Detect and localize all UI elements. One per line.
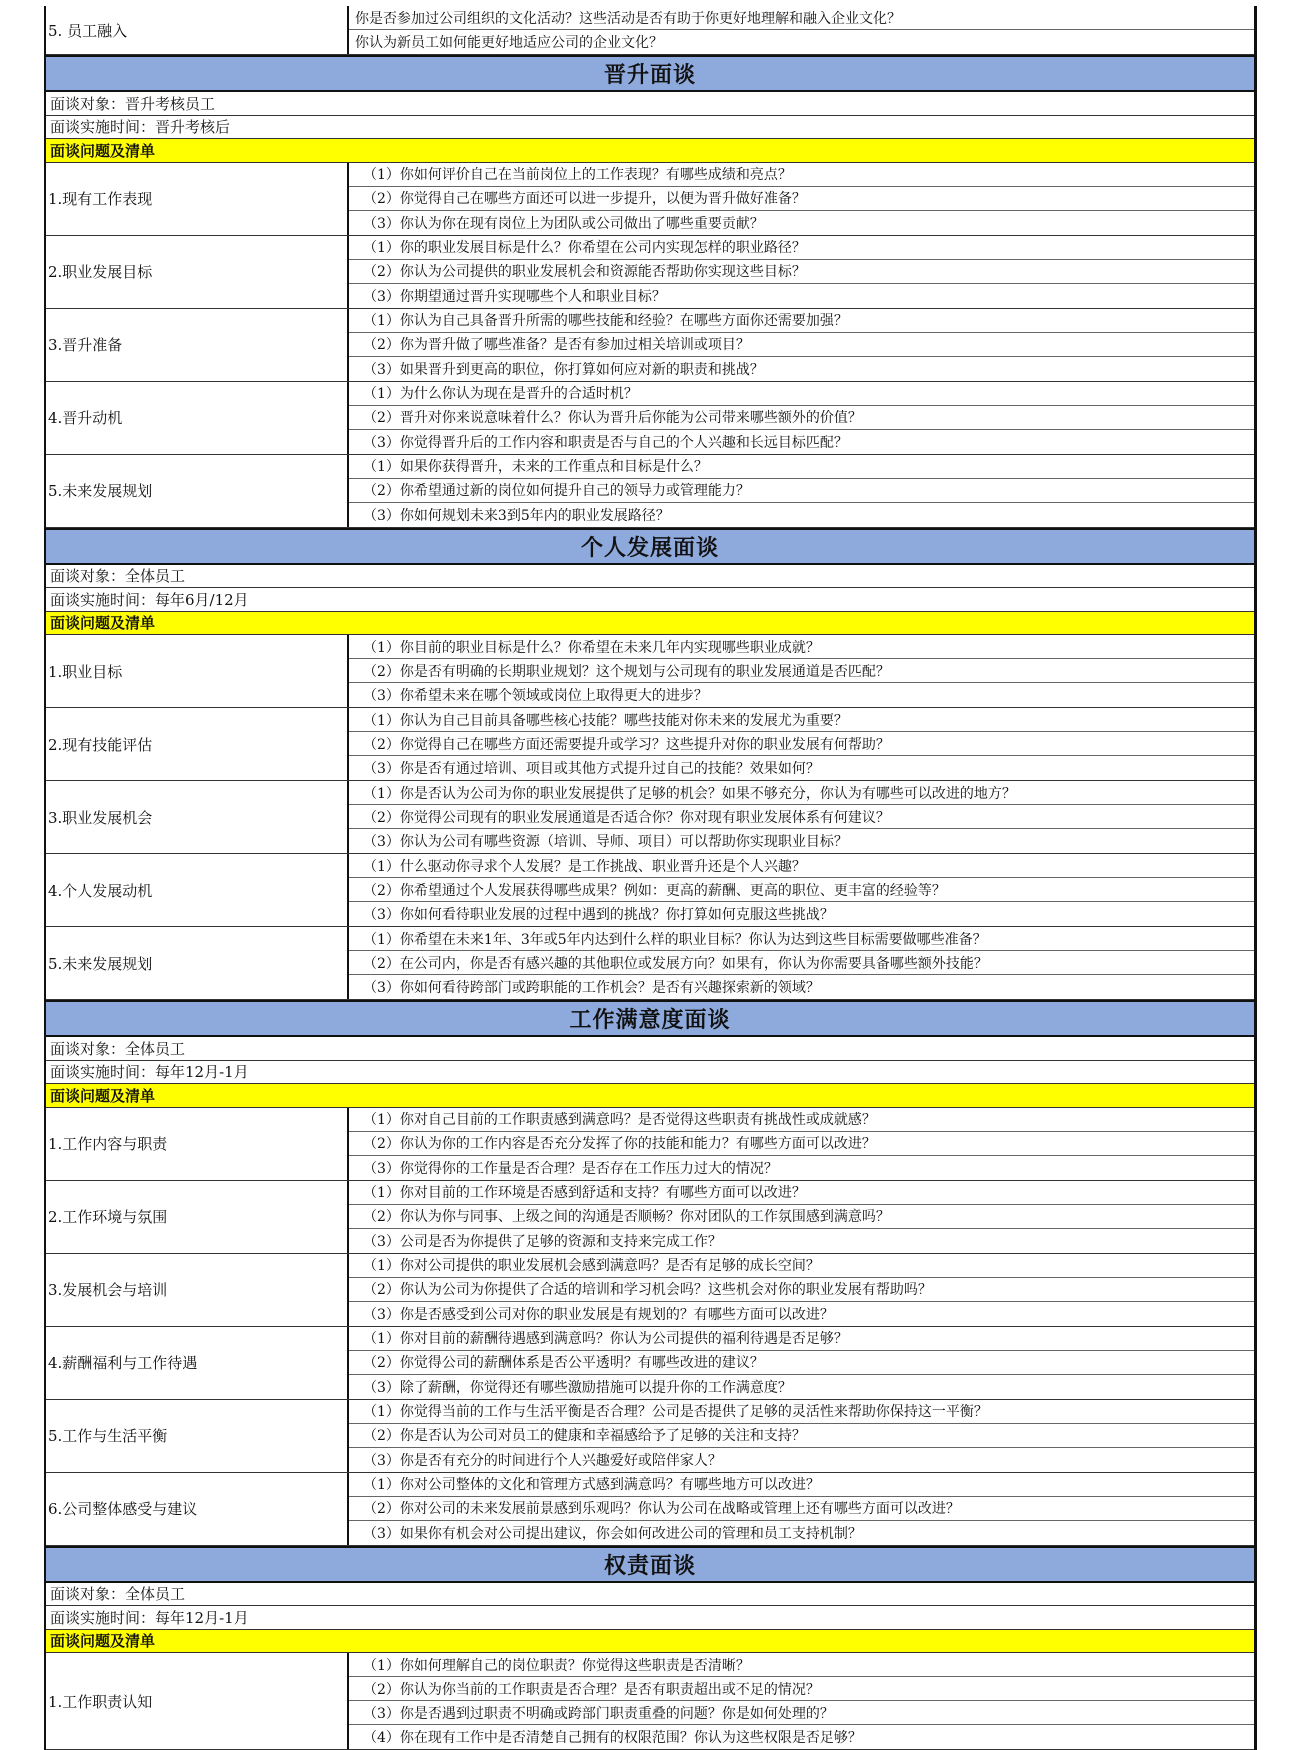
question-item: （2）在公司内，你是否有感兴趣的其他职位或发展方向？如果有，你认为你需要具备哪些额外技能？ [349,951,1254,975]
question-list [349,854,1254,926]
interview-time: 面谈实施时间：每年6月/12月 [46,588,1254,612]
question-item: （2）你是否认为公司对员工的健康和幸福感给予了足够的关注和支持？ [349,1424,1254,1448]
question-group [46,1181,1254,1254]
question-group [46,781,1254,854]
question-item: 你是否参加过公司组织的文化活动？这些活动是否有助于你更好地理解和融入企业文化？ [349,6,1254,30]
question-group [46,708,1254,781]
question-item: （3）你如何看待职业发展的过程中遇到的挑战？你打算如何克服这些挑战？ [363,907,834,923]
group-category: 1.现有工作表现 [46,163,349,235]
question-item: （3）你如何看待跨部门或跨职能的工作机会？是否有兴趣探索新的领域？ [363,980,820,996]
question-item: （3）如果晋升到更高的职位，你打算如何应对新的职责和挑战？ [363,361,764,378]
question-list [349,1473,1254,1545]
question-list-label: 面谈问题及清单 [46,1630,1254,1654]
question-item: （1）你对公司提供的职业发展机会感到满意吗？是否有足够的成长空间？ [349,1254,1254,1278]
question-group [46,854,1254,927]
question-list [349,455,1254,527]
question-list-label: 面谈问题及清单 [46,1084,1254,1108]
section-title: 晋升面谈 [46,55,1254,92]
interview-target: 面谈对象：全体员工 [46,1037,1254,1061]
question-item: （2）你对公司的未来发展前景感到乐观吗？你认为公司在战略或管理上还有哪些方面可以改进？ [349,1497,1254,1521]
question-list [349,927,1254,999]
interview-target: 面谈对象：全体员工 [46,1583,1254,1607]
interview-question-sheet [44,6,1257,1750]
group-category: 5.未来发展规划 [46,455,349,527]
question-group [46,1327,1254,1400]
question-item: （2）你是否有明确的长期职业规划？这个规划与公司现有的职业发展通道是否匹配？ [349,659,1254,683]
question-list [349,1400,1254,1472]
question-item: （1）你认为自己目前具备哪些核心技能？哪些技能对你未来的发展尤为重要？ [349,708,1254,732]
question-item: （2）你认为你当前的工作职责是否合理？是否有职责超出或不足的情况？ [349,1677,1254,1701]
question-item: （1）为什么你认为现在是晋升的合适时机？ [349,382,1254,406]
question-item: （1）如果你获得晋升，未来的工作重点和目标是什么？ [349,455,1254,479]
question-item: （1）你对目前的薪酬待遇感到满意吗？你认为公司提供的福利待遇是否足够？ [349,1327,1254,1351]
question-item: 你认为新员工如何能更好地适应公司的企业文化？ [355,35,663,51]
question-item: （1）你认为自己具备晋升所需的哪些技能和经验？在哪些方面你还需要加强？ [349,309,1254,333]
interview-time: 面谈实施时间：每年12月-1月 [46,1061,1254,1085]
question-item: （2）你希望通过新的岗位如何提升自己的领导力或管理能力？ [349,479,1254,503]
question-item: （1）你如何评价自己在当前岗位上的工作表现？有哪些成绩和亮点？ [349,163,1254,187]
interview-target: 面谈对象：晋升考核员工 [46,92,1254,116]
question-item: （3）你希望未来在哪个领域或岗位上取得更大的进步？ [363,688,708,704]
question-item: （2）你认为公司为你提供了合适的培训和学习机会吗？这些机会对你的职业发展有帮助吗？ [349,1278,1254,1302]
question-item: （1）你是否认为公司为你的职业发展提供了足够的机会？如果不够充分，你认为有哪些可以改进的地方？ [349,781,1254,805]
question-item: （3）你是否有通过培训、项目或其他方式提升过自己的技能？效果如何？ [363,761,820,777]
question-item: （2）晋升对你来说意味着什么？你认为晋升后你能为公司带来哪些额外的价值？ [349,406,1254,430]
question-group [46,635,1254,708]
question-group [46,236,1254,309]
group-category: 4.薪酬福利与工作待遇 [46,1327,349,1399]
question-list [349,236,1254,308]
question-item: （2）你认为你与同事、上级之间的沟通是否顺畅？你对团队的工作氛围感到满意吗？ [349,1205,1254,1229]
group-category: 3.晋升准备 [46,309,349,381]
question-item: （1）你希望在未来1年、3年或5年内达到什么样的职业目标？你认为达到这些目标需要做哪些准备？ [349,927,1254,951]
question-item: （1）你的职业发展目标是什么？你希望在公司内实现怎样的职业路径？ [349,236,1254,260]
group-category: 1.工作内容与职责 [46,1108,349,1180]
section-title: 个人发展面谈 [46,528,1254,565]
question-item: （2）你认为公司提供的职业发展机会和资源能否帮助你实现这些目标？ [349,260,1254,284]
group-category: 1.职业目标 [46,635,349,707]
question-item: （1）你觉得当前的工作与生活平衡是否合理？公司是否提供了足够的灵活性来帮助你保持这一平衡？ [349,1400,1254,1424]
question-item: （3）你是否有充分的时间进行个人兴趣爱好或陪伴家人？ [363,1452,722,1469]
question-item: （3）除了薪酬，你觉得还有哪些激励措施可以提升你的工作满意度？ [363,1379,792,1396]
question-list [349,1108,1254,1180]
question-list [349,1181,1254,1253]
question-group [46,1473,1254,1546]
question-item: （3）你期望通过晋升实现哪些个人和职业目标？ [363,288,666,305]
section-title: 权责面谈 [46,1546,1254,1583]
question-list [349,163,1254,235]
group-category: 5. 员工融入 [46,6,349,54]
question-list [349,1653,1254,1749]
question-list [349,635,1254,707]
question-group [46,455,1254,528]
question-item: （3）你觉得你的工作量是否合理？是否存在工作压力过大的情况？ [363,1160,778,1177]
question-list [349,708,1254,780]
section-title: 工作满意度面谈 [46,1000,1254,1037]
interview-target: 面谈对象：全体员工 [46,565,1254,589]
interview-time: 面谈实施时间：晋升考核后 [46,116,1254,140]
question-item: （2）你为晋升做了哪些准备？是否有参加过相关培训或项目？ [349,333,1254,357]
group-category: 1.工作职责认知 [46,1653,349,1749]
group-category: 4.个人发展动机 [46,854,349,926]
question-item: （3）你如何规划未来3到5年内的职业发展路径？ [363,507,670,524]
question-list [349,382,1254,454]
question-item: （4）你在现有工作中是否清楚自己拥有的权限范围？你认为这些权限是否足够？ [363,1730,862,1746]
question-item: （2）你觉得自己在哪些方面还可以进一步提升，以便为晋升做好准备？ [349,187,1254,211]
interview-time: 面谈实施时间：每年12月-1月 [46,1606,1254,1630]
group-category: 3.职业发展机会 [46,781,349,853]
question-item: （1）什么驱动你寻求个人发展？是工作挑战、职业晋升还是个人兴趣？ [349,854,1254,878]
question-item: （3）如果你有机会对公司提出建议，你会如何改进公司的管理和员工支持机制？ [363,1525,862,1542]
question-list [349,309,1254,381]
group-category: 2.现有技能评估 [46,708,349,780]
question-list-label: 面谈问题及清单 [46,139,1254,163]
group-category: 5.未来发展规划 [46,927,349,999]
question-group [46,382,1254,455]
question-item: （1）你对公司整体的文化和管理方式感到满意吗？有哪些地方可以改进？ [349,1473,1254,1497]
question-item: （3）你认为公司有哪些资源（培训、导师、项目）可以帮助你实现职业目标？ [363,834,848,850]
question-list [349,781,1254,853]
question-list [349,6,1254,54]
question-item: （2）你希望通过个人发展获得哪些成果？例如：更高的薪酬、更高的职位、更丰富的经验等？ [349,878,1254,902]
question-list [349,1254,1254,1326]
question-list-label: 面谈问题及清单 [46,612,1254,636]
question-group [46,163,1254,236]
question-group [46,1254,1254,1327]
question-group [46,1108,1254,1181]
question-item: （1）你对目前的工作环境是否感到舒适和支持？有哪些方面可以改进？ [349,1181,1254,1205]
group-category: 5.工作与生活平衡 [46,1400,349,1472]
question-item: （3）你认为你在现有岗位上为团队或公司做出了哪些重要贡献？ [363,215,764,232]
question-item: （3）你觉得晋升后的工作内容和职责是否与自己的个人兴趣和长远目标匹配？ [363,434,848,451]
question-item: （2）你认为你的工作内容是否充分发挥了你的技能和能力？有哪些方面可以改进？ [349,1132,1254,1156]
question-group [46,6,1254,55]
question-item: （2）你觉得公司现有的职业发展通道是否适合你？你对现有职业发展体系有何建议？ [349,805,1254,829]
question-item: （3）你是否遇到过职责不明确或跨部门职责重叠的问题？你是如何处理的？ [349,1701,1254,1725]
question-item: （3）公司是否为你提供了足够的资源和支持来完成工作？ [363,1233,722,1250]
group-category: 2.工作环境与氛围 [46,1181,349,1253]
question-item: （3）你是否感受到公司对你的职业发展是有规划的？有哪些方面可以改进？ [363,1306,834,1323]
question-item: （2）你觉得公司的薪酬体系是否公平透明？有哪些改进的建议？ [349,1351,1254,1375]
group-category: 2.职业发展目标 [46,236,349,308]
question-item: （2）你觉得自己在哪些方面还需要提升或学习？这些提升对你的职业发展有何帮助？ [349,732,1254,756]
question-list [349,1327,1254,1399]
question-group [46,927,1254,1000]
question-item: （1）你对自己目前的工作职责感到满意吗？是否觉得这些职责有挑战性或成就感？ [349,1108,1254,1132]
question-group [46,1400,1254,1473]
group-category: 6.公司整体感受与建议 [46,1473,349,1545]
group-category: 3.发展机会与培训 [46,1254,349,1326]
group-category: 4.晋升动机 [46,382,349,454]
question-item: （1）你如何理解自己的岗位职责？你觉得这些职责是否清晰？ [349,1653,1254,1677]
question-item: （1）你目前的职业目标是什么？你希望在未来几年内实现哪些职业成就？ [349,635,1254,659]
question-group [46,1653,1254,1750]
question-group [46,309,1254,382]
